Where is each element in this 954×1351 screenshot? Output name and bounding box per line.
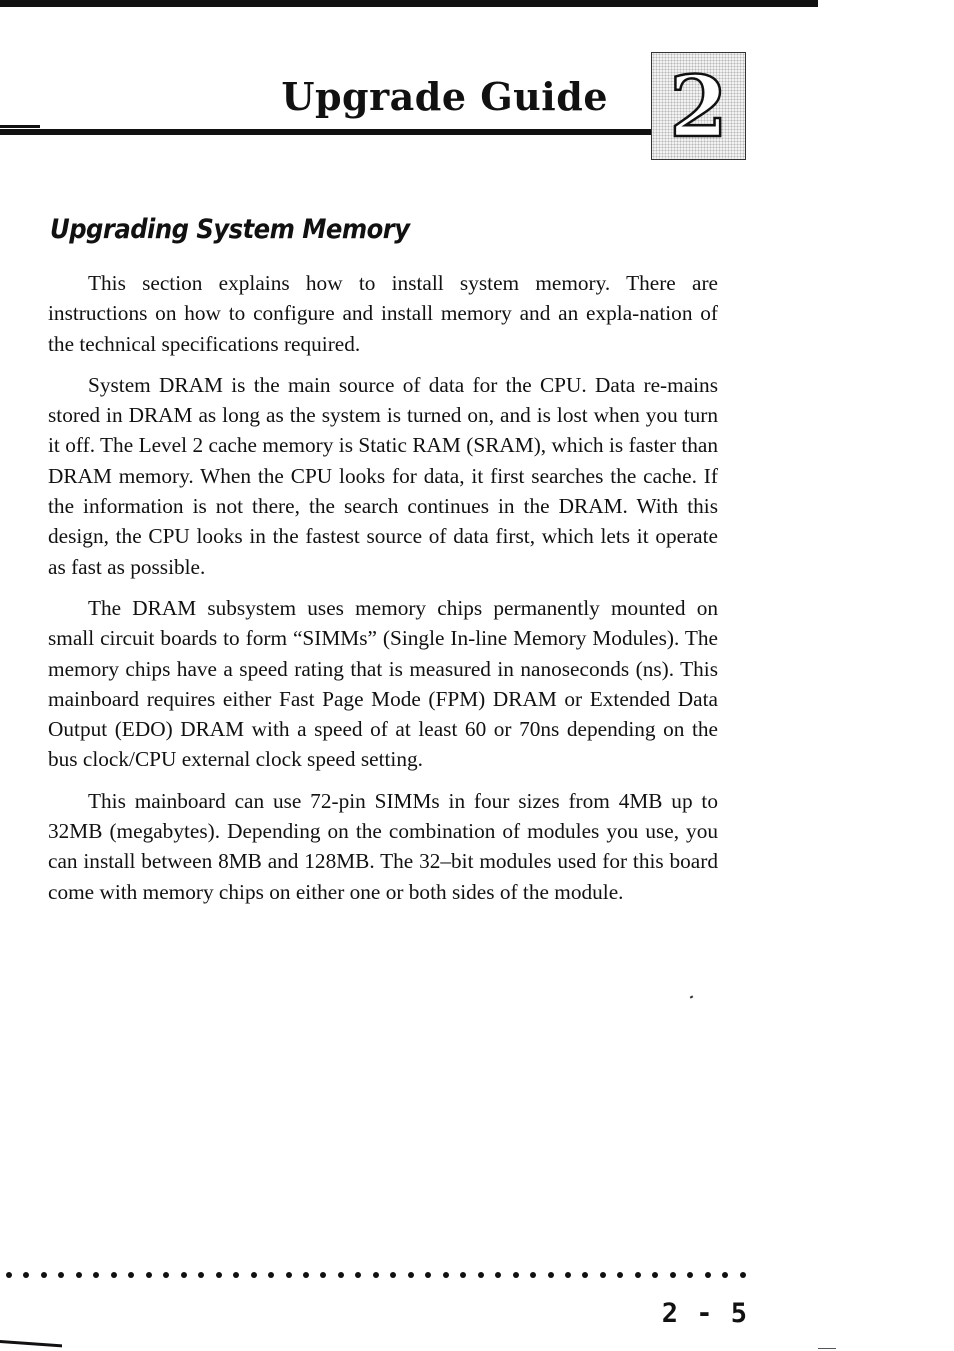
leader-dot: [181, 1272, 187, 1278]
leader-dot: [23, 1272, 29, 1278]
leader-dot: [216, 1272, 222, 1278]
leader-dot: [582, 1272, 588, 1278]
leader-dot: [600, 1272, 606, 1278]
leader-dot: [76, 1272, 82, 1278]
leader-dot: [722, 1272, 728, 1278]
corner-mark: [0, 1340, 62, 1347]
edge-mark: [818, 1348, 836, 1349]
chapter-title-rule: [0, 129, 652, 135]
leader-dot: [111, 1272, 117, 1278]
leader-dot: [565, 1272, 571, 1278]
leader-dot: [425, 1272, 431, 1278]
paragraph-intro: This section explains how to install system memory. There are instructions on how to configure and install memory and an expla-nation of the technical specifications required.: [48, 271, 718, 356]
leader-dot: [495, 1272, 501, 1278]
section-heading: Upgrading System Memory: [50, 214, 410, 245]
leader-dot: [93, 1272, 99, 1278]
leader-dot: [390, 1272, 396, 1278]
leader-dot: [58, 1272, 64, 1278]
leader-dot: [41, 1272, 47, 1278]
leader-dot: [320, 1272, 326, 1278]
leader-dot: [478, 1272, 484, 1278]
leader-dot: [460, 1272, 466, 1278]
leader-dot: [705, 1272, 711, 1278]
leader-dot: [198, 1272, 204, 1278]
leader-dot: [670, 1272, 676, 1278]
leader-dot: [286, 1272, 292, 1278]
body-text: [48, 268, 718, 918]
chapter-number: 2: [669, 57, 728, 156]
leader-dot: [530, 1272, 536, 1278]
leader-dot: [513, 1272, 519, 1278]
paragraph-dram-overview: System DRAM is the main source of data for the CPU. Data re-mains stored in DRAM as long as the system is turned on, and is lost when you turn it off. The Level 2 cache memory is Static RAM (SRAM), which is faster than DRAM memory. When the CPU looks for data, it first searches the cache. If the information is not there, the search continues in the DRAM. With this design, the CPU looks in the fastest source of data first, which lets it operate as fast as possible.: [48, 372, 718, 579]
leader-dot: [373, 1272, 379, 1278]
leader-dot: [652, 1272, 658, 1278]
leader-dot: [443, 1272, 449, 1278]
leader-dot: [146, 1272, 152, 1278]
leader-dot: [6, 1272, 12, 1278]
leader-dot: [548, 1272, 554, 1278]
leader-dot: [355, 1272, 361, 1278]
leader-dot: [303, 1272, 309, 1278]
leader-dot: [408, 1272, 414, 1278]
leader-dot: [687, 1272, 693, 1278]
title-rule-tail: [0, 125, 40, 128]
leader-dot: [268, 1272, 274, 1278]
leader-dot: [163, 1272, 169, 1278]
page-number: 2 - 5: [661, 1298, 748, 1329]
leader-dot: [338, 1272, 344, 1278]
chapter-title: Upgrade Guide: [281, 74, 608, 119]
print-speck: [690, 995, 694, 998]
chapter-number-box: [651, 52, 746, 160]
footer-dot-leader: [6, 1270, 746, 1280]
leader-dot: [740, 1272, 746, 1278]
leader-dot: [128, 1272, 134, 1278]
top-border-rule: [0, 0, 818, 7]
leader-dot: [617, 1272, 623, 1278]
leader-dot: [635, 1272, 641, 1278]
paragraph-simm-sizes: This mainboard can use 72-pin SIMMs in four sizes from 4MB up to 32MB (megabytes). Depending on the combination of modules you use, you can install between 8MB and 128MB. The 32–bit modules used for this board come with memory chips on either one or both sides of the module.: [48, 788, 718, 904]
paragraph-simm-speed: The DRAM subsystem uses memory chips permanently mounted on small circuit boards to form “SIMMs” (Single In-line Memory Modules). The memory chips have a speed rating that is measured in nanoseconds (ns). This mainboard requires either Fast Page Mode (FPM) DRAM or Extended Data Output (EDO) DRAM with a speed of at least 60 or 70ns depending on the bus clock/CPU external clock speed setting.: [48, 595, 718, 772]
leader-dot: [233, 1272, 239, 1278]
leader-dot: [251, 1272, 257, 1278]
